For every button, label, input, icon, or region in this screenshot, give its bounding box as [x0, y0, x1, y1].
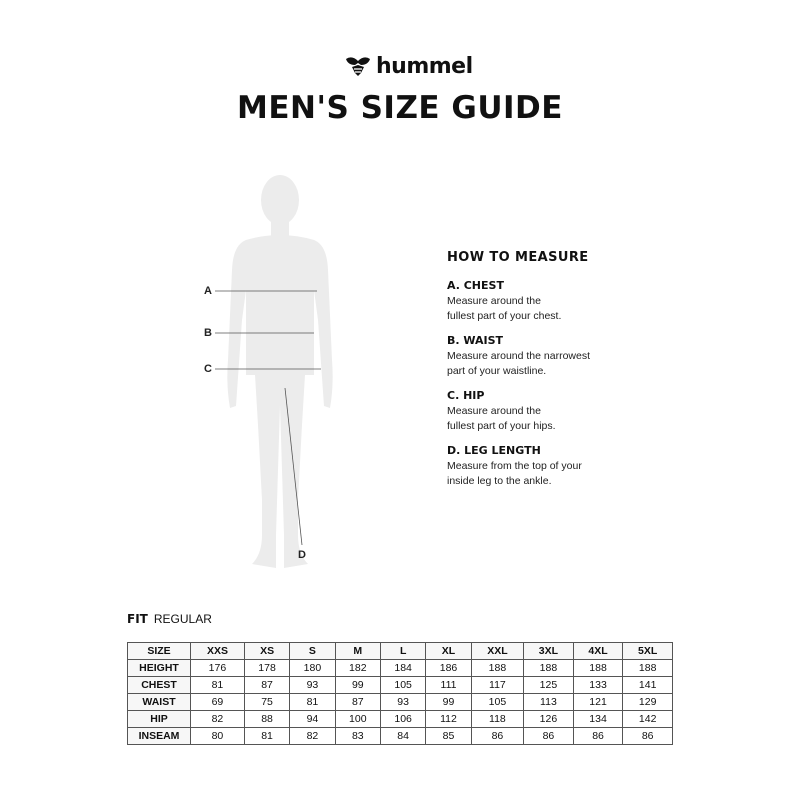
table-cell: 82 [191, 711, 245, 728]
table-cell: 105 [380, 677, 425, 694]
row-label: CHEST [128, 677, 191, 694]
header-cell: XXS [191, 643, 245, 660]
body-figure [190, 170, 350, 575]
table-cell: 141 [623, 677, 673, 694]
table-cell: 86 [524, 728, 574, 745]
how-to-measure [447, 250, 707, 499]
table-cell: 94 [290, 711, 335, 728]
table-cell: 81 [191, 677, 245, 694]
measure-chest-title: A. CHEST [447, 279, 504, 292]
table-cell: 112 [426, 711, 471, 728]
table-cell: 80 [191, 728, 245, 745]
table-row [128, 677, 673, 694]
table-cell: 85 [426, 728, 471, 745]
table-cell: 134 [573, 711, 623, 728]
table-cell: 182 [335, 660, 380, 677]
table-cell: 188 [471, 660, 523, 677]
how-to-measure-heading: HOW TO MEASURE [447, 250, 589, 265]
header-cell: 3XL [524, 643, 574, 660]
table-cell: 117 [471, 677, 523, 694]
marker-a: A [204, 285, 212, 297]
table-cell: 111 [426, 677, 471, 694]
measure-waist-text: Measure around the narrowest part of your waistline. [447, 350, 590, 377]
body-silhouette [190, 170, 350, 575]
row-label: HEIGHT [128, 660, 191, 677]
table-row [128, 660, 673, 677]
table-cell: 99 [426, 694, 471, 711]
marker-d: D [298, 549, 306, 561]
table-cell: 186 [426, 660, 471, 677]
table-cell: 86 [623, 728, 673, 745]
header-cell: 4XL [573, 643, 623, 660]
table-cell: 84 [380, 728, 425, 745]
table-cell: 100 [335, 711, 380, 728]
table-cell: 106 [380, 711, 425, 728]
header-cell: SIZE [128, 643, 191, 660]
table-cell: 126 [524, 711, 574, 728]
table-row [128, 694, 673, 711]
table-cell: 184 [380, 660, 425, 677]
table-cell: 188 [623, 660, 673, 677]
table-row [128, 728, 673, 745]
table-cell: 133 [573, 677, 623, 694]
table-cell: 121 [573, 694, 623, 711]
fit-info [127, 612, 212, 626]
measure-leg-length [447, 444, 707, 489]
table-cell: 86 [573, 728, 623, 745]
header-cell: L [380, 643, 425, 660]
measure-waist-title: B. WAIST [447, 334, 504, 347]
table-cell: 81 [244, 728, 289, 745]
header-cell: XL [426, 643, 471, 660]
table-cell: 93 [290, 677, 335, 694]
measure-hip [447, 389, 707, 434]
table-cell: 81 [290, 694, 335, 711]
table-cell: 99 [335, 677, 380, 694]
table-cell: 188 [573, 660, 623, 677]
table-cell: 176 [191, 660, 245, 677]
fit-value: REGULAR [153, 612, 212, 626]
table-cell: 86 [471, 728, 523, 745]
header-cell: XXL [471, 643, 523, 660]
table-cell: 87 [335, 694, 380, 711]
header-cell: 5XL [623, 643, 673, 660]
table-cell: 118 [471, 711, 523, 728]
table-cell: 180 [290, 660, 335, 677]
table-header-row [128, 643, 673, 660]
row-label: HIP [128, 711, 191, 728]
measure-chest [447, 279, 707, 324]
measure-leg-length-text: Measure from the top of your inside leg to the ankle. [447, 460, 582, 487]
table-cell: 125 [524, 677, 574, 694]
table-cell: 87 [244, 677, 289, 694]
brand-logo [344, 52, 473, 80]
table-cell: 113 [524, 694, 574, 711]
header-cell: XS [244, 643, 289, 660]
hummel-bee-icon [344, 55, 372, 77]
measure-leg-length-title: D. LEG LENGTH [447, 444, 541, 457]
row-label: INSEAM [128, 728, 191, 745]
table-cell: 69 [191, 694, 245, 711]
table-cell: 129 [623, 694, 673, 711]
table-cell: 178 [244, 660, 289, 677]
header-cell: S [290, 643, 335, 660]
table-cell: 83 [335, 728, 380, 745]
marker-b: B [204, 327, 212, 339]
header-cell: M [335, 643, 380, 660]
row-label: WAIST [128, 694, 191, 711]
table-cell: 93 [380, 694, 425, 711]
brand-name: hummel [376, 53, 473, 79]
table-cell: 82 [290, 728, 335, 745]
measure-hip-title: C. HIP [447, 389, 485, 402]
table-cell: 88 [244, 711, 289, 728]
page-title: MEN'S SIZE GUIDE [237, 90, 563, 126]
measure-chest-text: Measure around the fullest part of your chest. [447, 295, 562, 322]
table-row [128, 711, 673, 728]
table-cell: 142 [623, 711, 673, 728]
size-table [127, 642, 673, 745]
measure-waist [447, 334, 707, 379]
table-cell: 188 [524, 660, 574, 677]
table-cell: 105 [471, 694, 523, 711]
measure-hip-text: Measure around the fullest part of your hips. [447, 405, 556, 432]
marker-c: C [204, 363, 212, 375]
table-cell: 75 [244, 694, 289, 711]
fit-label: FIT [127, 612, 148, 626]
